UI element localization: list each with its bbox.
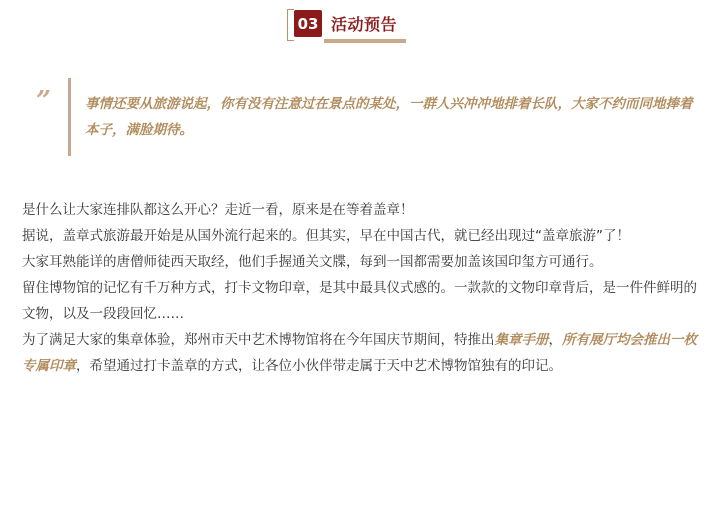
- paragraph-3: 大家耳熟能详的唐僧师徒西天取经，他们手握通关文牒，每到一国都需要加盖该国印玺方可通行。: [22, 254, 603, 270]
- quote-divider: [68, 78, 71, 156]
- quote-mark-icon: ”: [36, 86, 51, 116]
- paragraph-5-text-b: ，: [548, 332, 562, 348]
- paragraph-5: [22, 327, 702, 379]
- number-box-frame: [287, 9, 294, 41]
- section-title: 活动预告: [331, 15, 398, 34]
- section-header: [0, 6, 721, 46]
- highlight-stamp-book: 集章手册: [494, 332, 549, 348]
- title-underline: [324, 39, 406, 43]
- section-number-badge: 03: [294, 10, 322, 37]
- intro-quote: [28, 76, 708, 156]
- highlight-exclusive-stamp: 所有展厅均会推出一枚专属印章: [22, 332, 697, 374]
- quote-text: 事情还要从旅游说起，你有没有注意过在景点的某处，一群人兴冲冲地排着长队，大家不约而同地捧着本子，满脸期待。: [85, 96, 693, 138]
- paragraph-2: 据说，盖章式旅游最开始是从国外流行起来的。但其实，早在中国古代，就已经出现过“盖章旅游”了！: [22, 228, 630, 244]
- paragraph-1: 是什么让大家连排队都这么开心？走近一看，原来是在等着盖章！: [22, 202, 414, 218]
- paragraph-5-text-c: ，希望通过打卡盖章的方式，让各位小伙伴带走属于天中艺术博物馆独有的印记。: [76, 358, 562, 374]
- article-body: [22, 197, 702, 379]
- paragraph-5-text-a: 为了满足大家的集章体验，郑州市天中艺术博物馆将在今年国庆节期间，特推出: [22, 332, 495, 348]
- paragraph-4: 留住博物馆的记忆有千万种方式，打卡文物印章，是其中最具仪式感的。一款款的文物印章背后，是一件件鲜明的文物，以及一段段回忆……: [22, 280, 697, 322]
